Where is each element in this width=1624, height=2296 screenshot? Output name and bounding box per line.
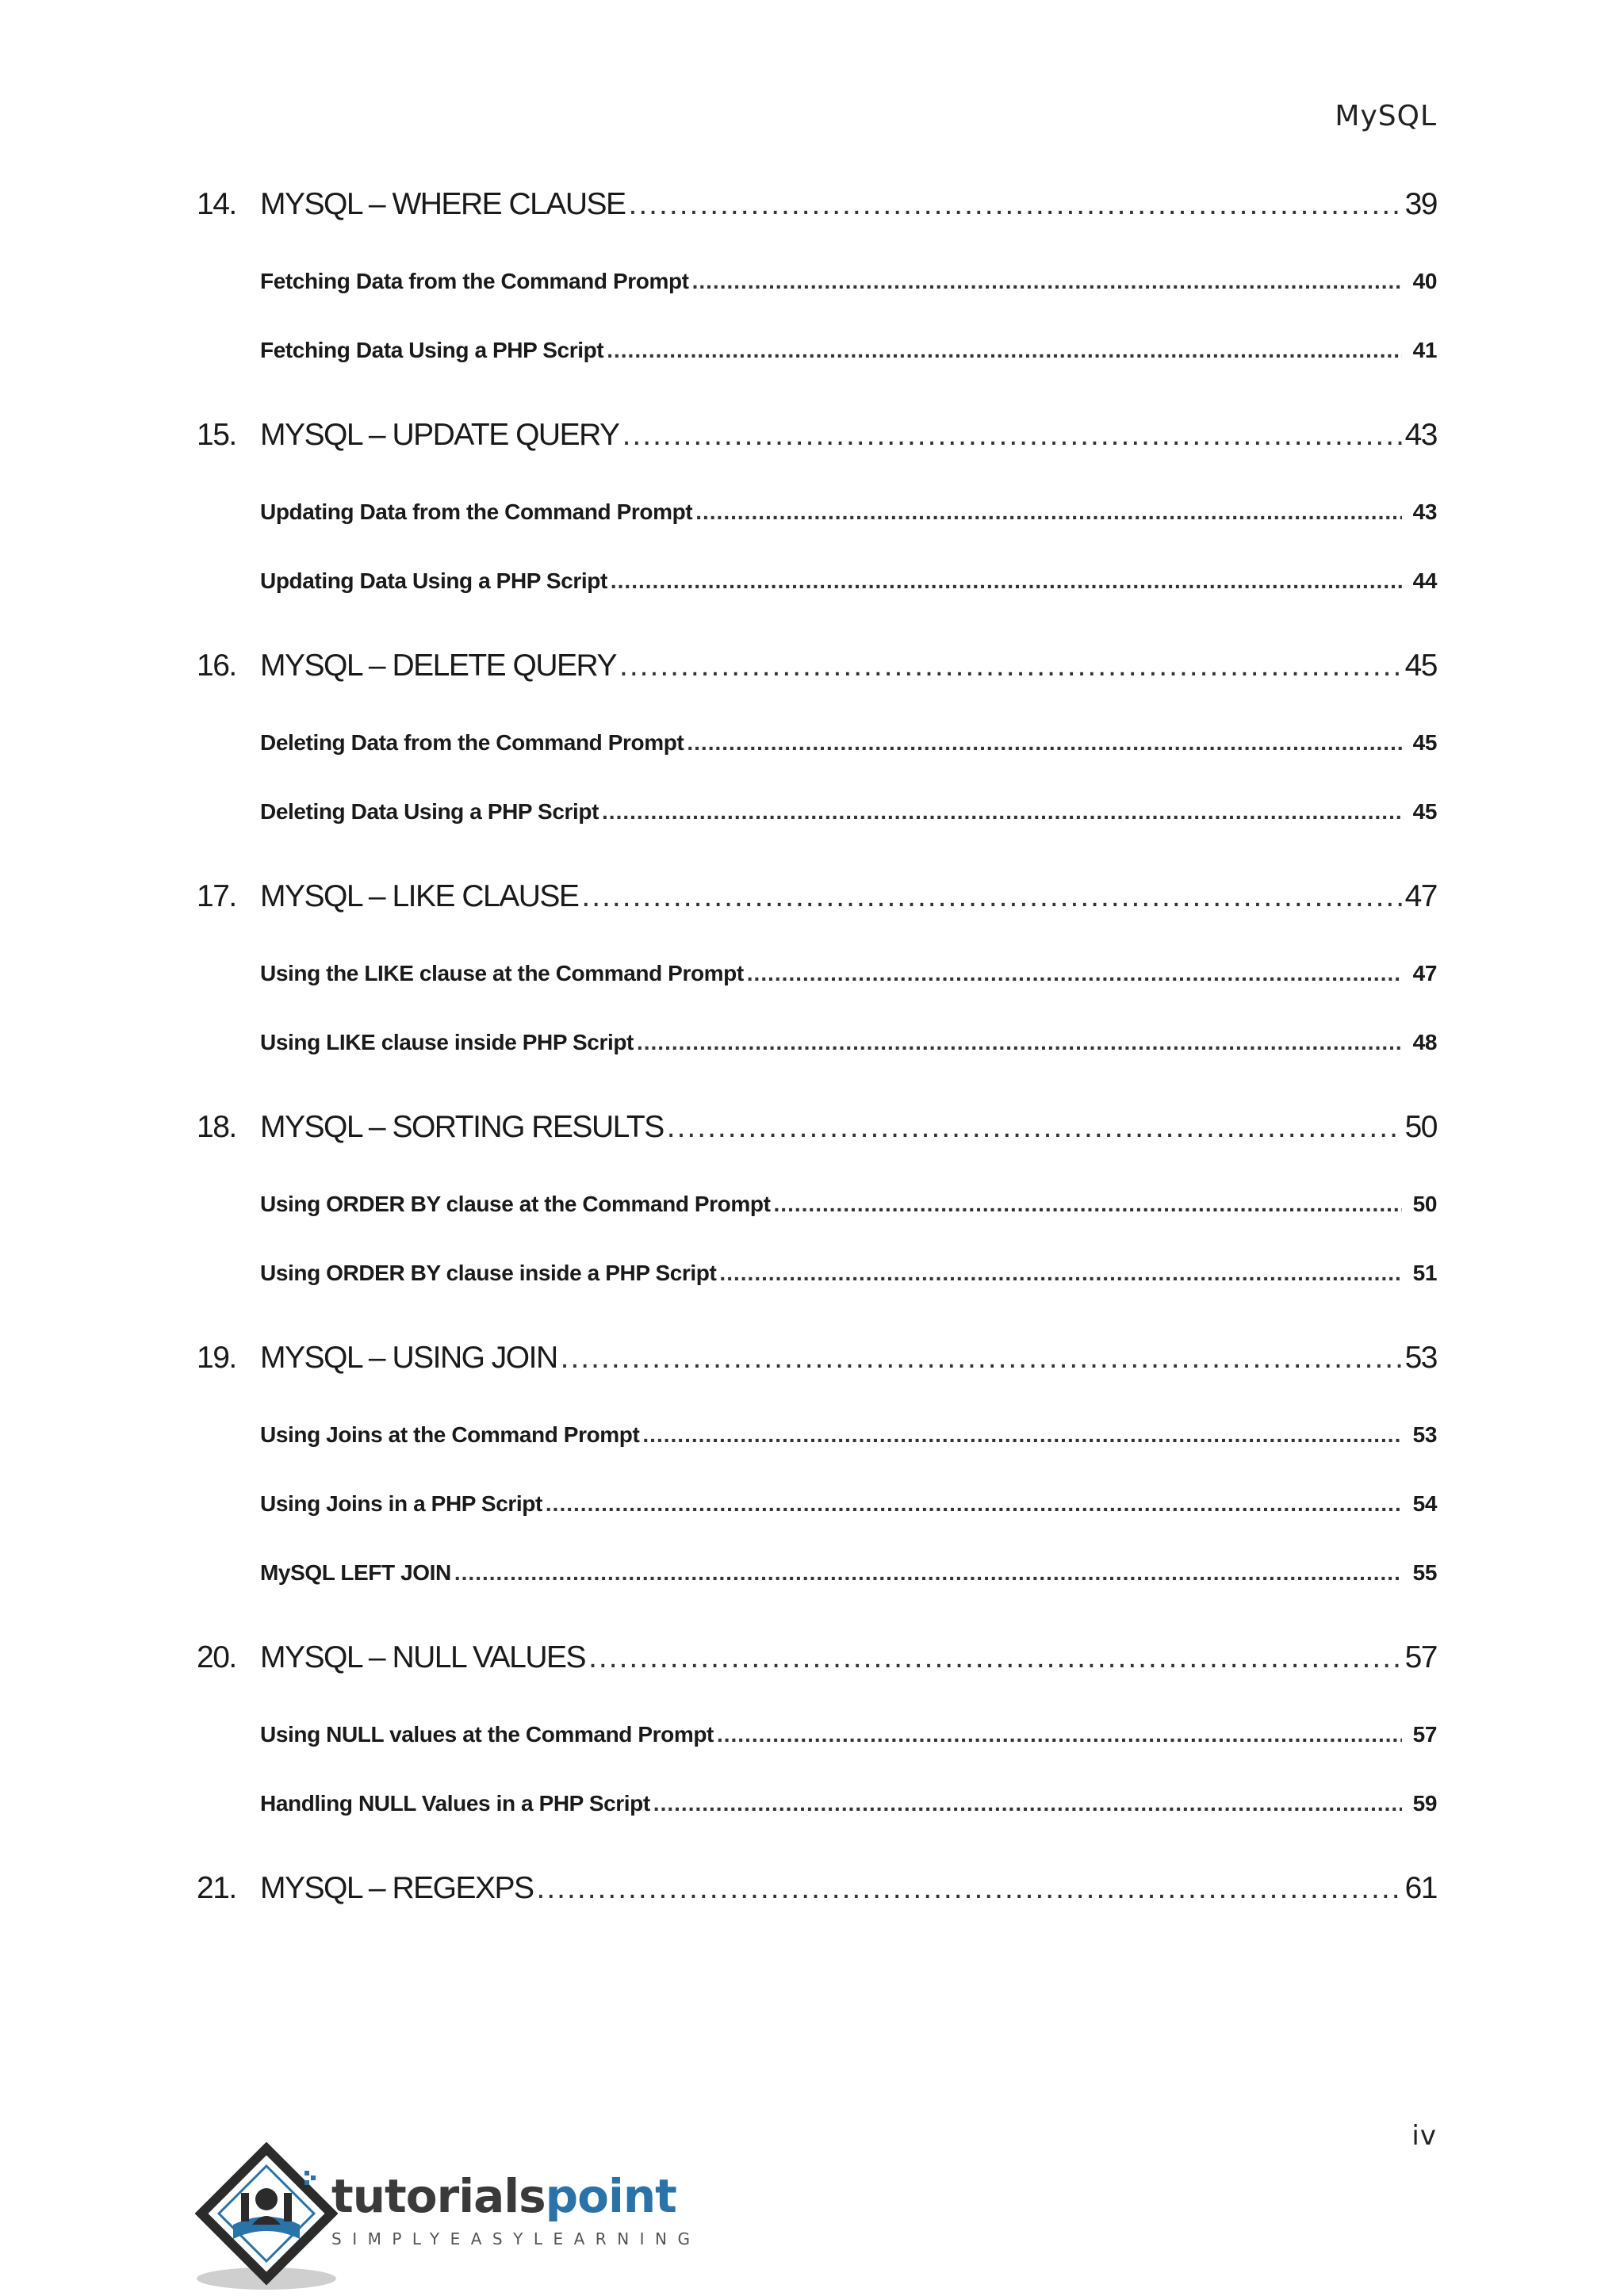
- logo-right-bar: [284, 2193, 292, 2221]
- toc-chapter-title: MYSQL – LIKE CLAUSE: [260, 879, 579, 913]
- toc-section-title: Using LIKE clause inside PHP Script: [260, 1030, 634, 1054]
- toc-dot-leader: [637, 1030, 1402, 1055]
- toc-dot-leader: [581, 879, 1401, 914]
- toc-dot-leader: [537, 1871, 1402, 1906]
- toc-chapter-number: 18.: [197, 1110, 236, 1144]
- toc-chapter-number: 19.: [197, 1341, 236, 1375]
- toc-section-title: Using ORDER BY clause inside a PHP Script: [260, 1261, 717, 1285]
- toc-dot-leader: [454, 1560, 1402, 1586]
- toc-dot-leader: [653, 1791, 1402, 1816]
- toc-chapter-entry[interactable]: [197, 649, 1437, 683]
- toc-dot-leader: [607, 338, 1402, 363]
- toc-page-number: 45: [1404, 649, 1437, 683]
- toc-dot-leader: [622, 418, 1402, 453]
- toc-dot-leader: [695, 499, 1402, 525]
- toc-page-number: 47: [1412, 961, 1437, 985]
- toc-chapter-entry[interactable]: [197, 418, 1437, 453]
- toc-dot-leader: [619, 649, 1402, 683]
- toc-page-number: 51: [1412, 1261, 1437, 1285]
- toc-section-entry[interactable]: [197, 1422, 1437, 1448]
- toc-page-number: 50: [1412, 1192, 1437, 1216]
- toc-chapter-entry[interactable]: [197, 1110, 1437, 1145]
- toc-section-entry[interactable]: [197, 1030, 1437, 1055]
- toc-page-number: 44: [1412, 568, 1437, 593]
- toc-chapter-number: 14.: [197, 187, 236, 221]
- toc-page-number: 57: [1404, 1640, 1437, 1674]
- toc-chapter-number: 17.: [197, 879, 236, 913]
- toc-chapter-title: MYSQL – DELETE QUERY: [260, 649, 616, 683]
- toc-chapter-entry[interactable]: [197, 879, 1437, 914]
- table-of-contents: [197, 0, 1437, 2061]
- toc-chapter-entry[interactable]: [197, 1341, 1437, 1376]
- toc-section-entry[interactable]: [197, 1192, 1437, 1217]
- logo-head-icon: [255, 2188, 278, 2210]
- toc-section-entry[interactable]: [197, 730, 1437, 756]
- toc-section-entry[interactable]: [197, 799, 1437, 825]
- toc-dot-leader: [667, 1110, 1402, 1145]
- toc-section-title: Fetching Data from the Command Prompt: [260, 269, 689, 293]
- logo-left-bar: [241, 2193, 249, 2221]
- toc-chapter-entry[interactable]: [197, 187, 1437, 222]
- toc-section-title: Fetching Data Using a PHP Script: [260, 338, 604, 362]
- toc-page-number: 54: [1412, 1491, 1437, 1516]
- toc-section-entry[interactable]: [197, 499, 1437, 525]
- logo-dot-3: [304, 2180, 309, 2185]
- toc-page-number: 39: [1404, 187, 1437, 221]
- toc-chapter-entry[interactable]: [197, 1871, 1437, 1906]
- toc-dot-leader: [774, 1192, 1402, 1217]
- toc-section-title: Handling NULL Values in a PHP Script: [260, 1791, 650, 1816]
- toc-section-entry[interactable]: [197, 961, 1437, 986]
- toc-page-number: 45: [1412, 799, 1437, 824]
- toc-page-number: 55: [1412, 1560, 1437, 1585]
- toc-section-entry[interactable]: [197, 1791, 1437, 1816]
- toc-section-title: Updating Data Using a PHP Script: [260, 568, 607, 593]
- toc-dot-leader: [629, 187, 1402, 222]
- toc-section-title: Using NULL values at the Command Prompt: [260, 1722, 714, 1747]
- toc-chapter-title: MYSQL – WHERE CLAUSE: [260, 187, 626, 221]
- toc-dot-leader: [642, 1422, 1402, 1448]
- toc-dot-leader: [588, 1640, 1402, 1675]
- toc-chapter-number: 16.: [197, 649, 236, 683]
- toc-page-number: 40: [1412, 269, 1437, 293]
- logo-word-tutorials: tutorials: [331, 2169, 546, 2223]
- toc-page-number: 53: [1412, 1422, 1437, 1447]
- logo-wordmark: [331, 2169, 676, 2223]
- toc-dot-leader: [692, 269, 1402, 294]
- toc-section-title: Deleting Data Using a PHP Script: [260, 799, 599, 824]
- toc-page-number: 43: [1412, 499, 1437, 524]
- toc-section-entry[interactable]: [197, 1722, 1437, 1747]
- toc-chapter-title: MYSQL – SORTING RESULTS: [260, 1110, 664, 1144]
- toc-chapter-title: MYSQL – USING JOIN: [260, 1341, 557, 1375]
- toc-page-number: 45: [1412, 730, 1437, 755]
- toc-section-title: MySQL LEFT JOIN: [260, 1560, 451, 1585]
- toc-chapter-number: 21.: [197, 1871, 236, 1905]
- tutorialspoint-logo: [195, 2142, 701, 2296]
- toc-dot-leader: [717, 1722, 1402, 1747]
- toc-section-title: Deleting Data from the Command Prompt: [260, 730, 684, 755]
- toc-page-number: 41: [1412, 338, 1437, 362]
- toc-dot-leader: [546, 1491, 1402, 1517]
- toc-chapter-title: MYSQL – UPDATE QUERY: [260, 418, 619, 452]
- toc-page-number: 43: [1404, 418, 1437, 452]
- toc-page-number: 50: [1404, 1110, 1437, 1144]
- toc-chapter-entry[interactable]: [197, 1640, 1437, 1675]
- logo-tagline: SIMPLYEASYLEARNING: [331, 2229, 701, 2248]
- logo-mark-icon: [195, 2142, 338, 2296]
- toc-section-title: Using Joins at the Command Prompt: [260, 1422, 640, 1447]
- toc-page-number: 59: [1412, 1791, 1437, 1816]
- toc-section-entry[interactable]: [197, 1261, 1437, 1286]
- toc-chapter-title: MYSQL – REGEXPS: [260, 1871, 534, 1905]
- toc-page-number: 48: [1412, 1030, 1437, 1054]
- logo-word-point: point: [545, 2169, 676, 2223]
- toc-section-entry[interactable]: [197, 338, 1437, 363]
- toc-section-entry[interactable]: [197, 1491, 1437, 1517]
- toc-page-number: 57: [1412, 1722, 1437, 1747]
- toc-page-number: 61: [1404, 1871, 1437, 1905]
- toc-dot-leader: [561, 1341, 1402, 1376]
- page-number: iv: [1411, 2120, 1437, 2152]
- toc-page-number: 53: [1404, 1341, 1437, 1375]
- logo-dot-2: [311, 2175, 316, 2180]
- toc-section-entry[interactable]: [197, 269, 1437, 294]
- toc-section-title: Using ORDER BY clause at the Command Prompt: [260, 1192, 771, 1216]
- toc-dot-leader: [611, 568, 1402, 594]
- page-header-title: MySQL: [1335, 100, 1437, 132]
- toc-dot-leader: [687, 730, 1402, 756]
- toc-dot-leader: [747, 961, 1402, 986]
- toc-section-entry[interactable]: [197, 1560, 1437, 1586]
- toc-chapter-title: MYSQL – NULL VALUES: [260, 1640, 586, 1674]
- toc-dot-leader: [719, 1261, 1402, 1286]
- toc-section-title: Using the LIKE clause at the Command Prompt: [260, 961, 744, 985]
- logo-dot-1: [304, 2171, 309, 2175]
- toc-section-title: Updating Data from the Command Prompt: [260, 499, 693, 524]
- toc-chapter-number: 20.: [197, 1640, 236, 1674]
- toc-dot-leader: [602, 799, 1402, 825]
- toc-page-number: 47: [1404, 879, 1437, 913]
- toc-section-title: Using Joins in a PHP Script: [260, 1491, 542, 1516]
- toc-section-entry[interactable]: [197, 568, 1437, 594]
- toc-chapter-number: 15.: [197, 418, 236, 452]
